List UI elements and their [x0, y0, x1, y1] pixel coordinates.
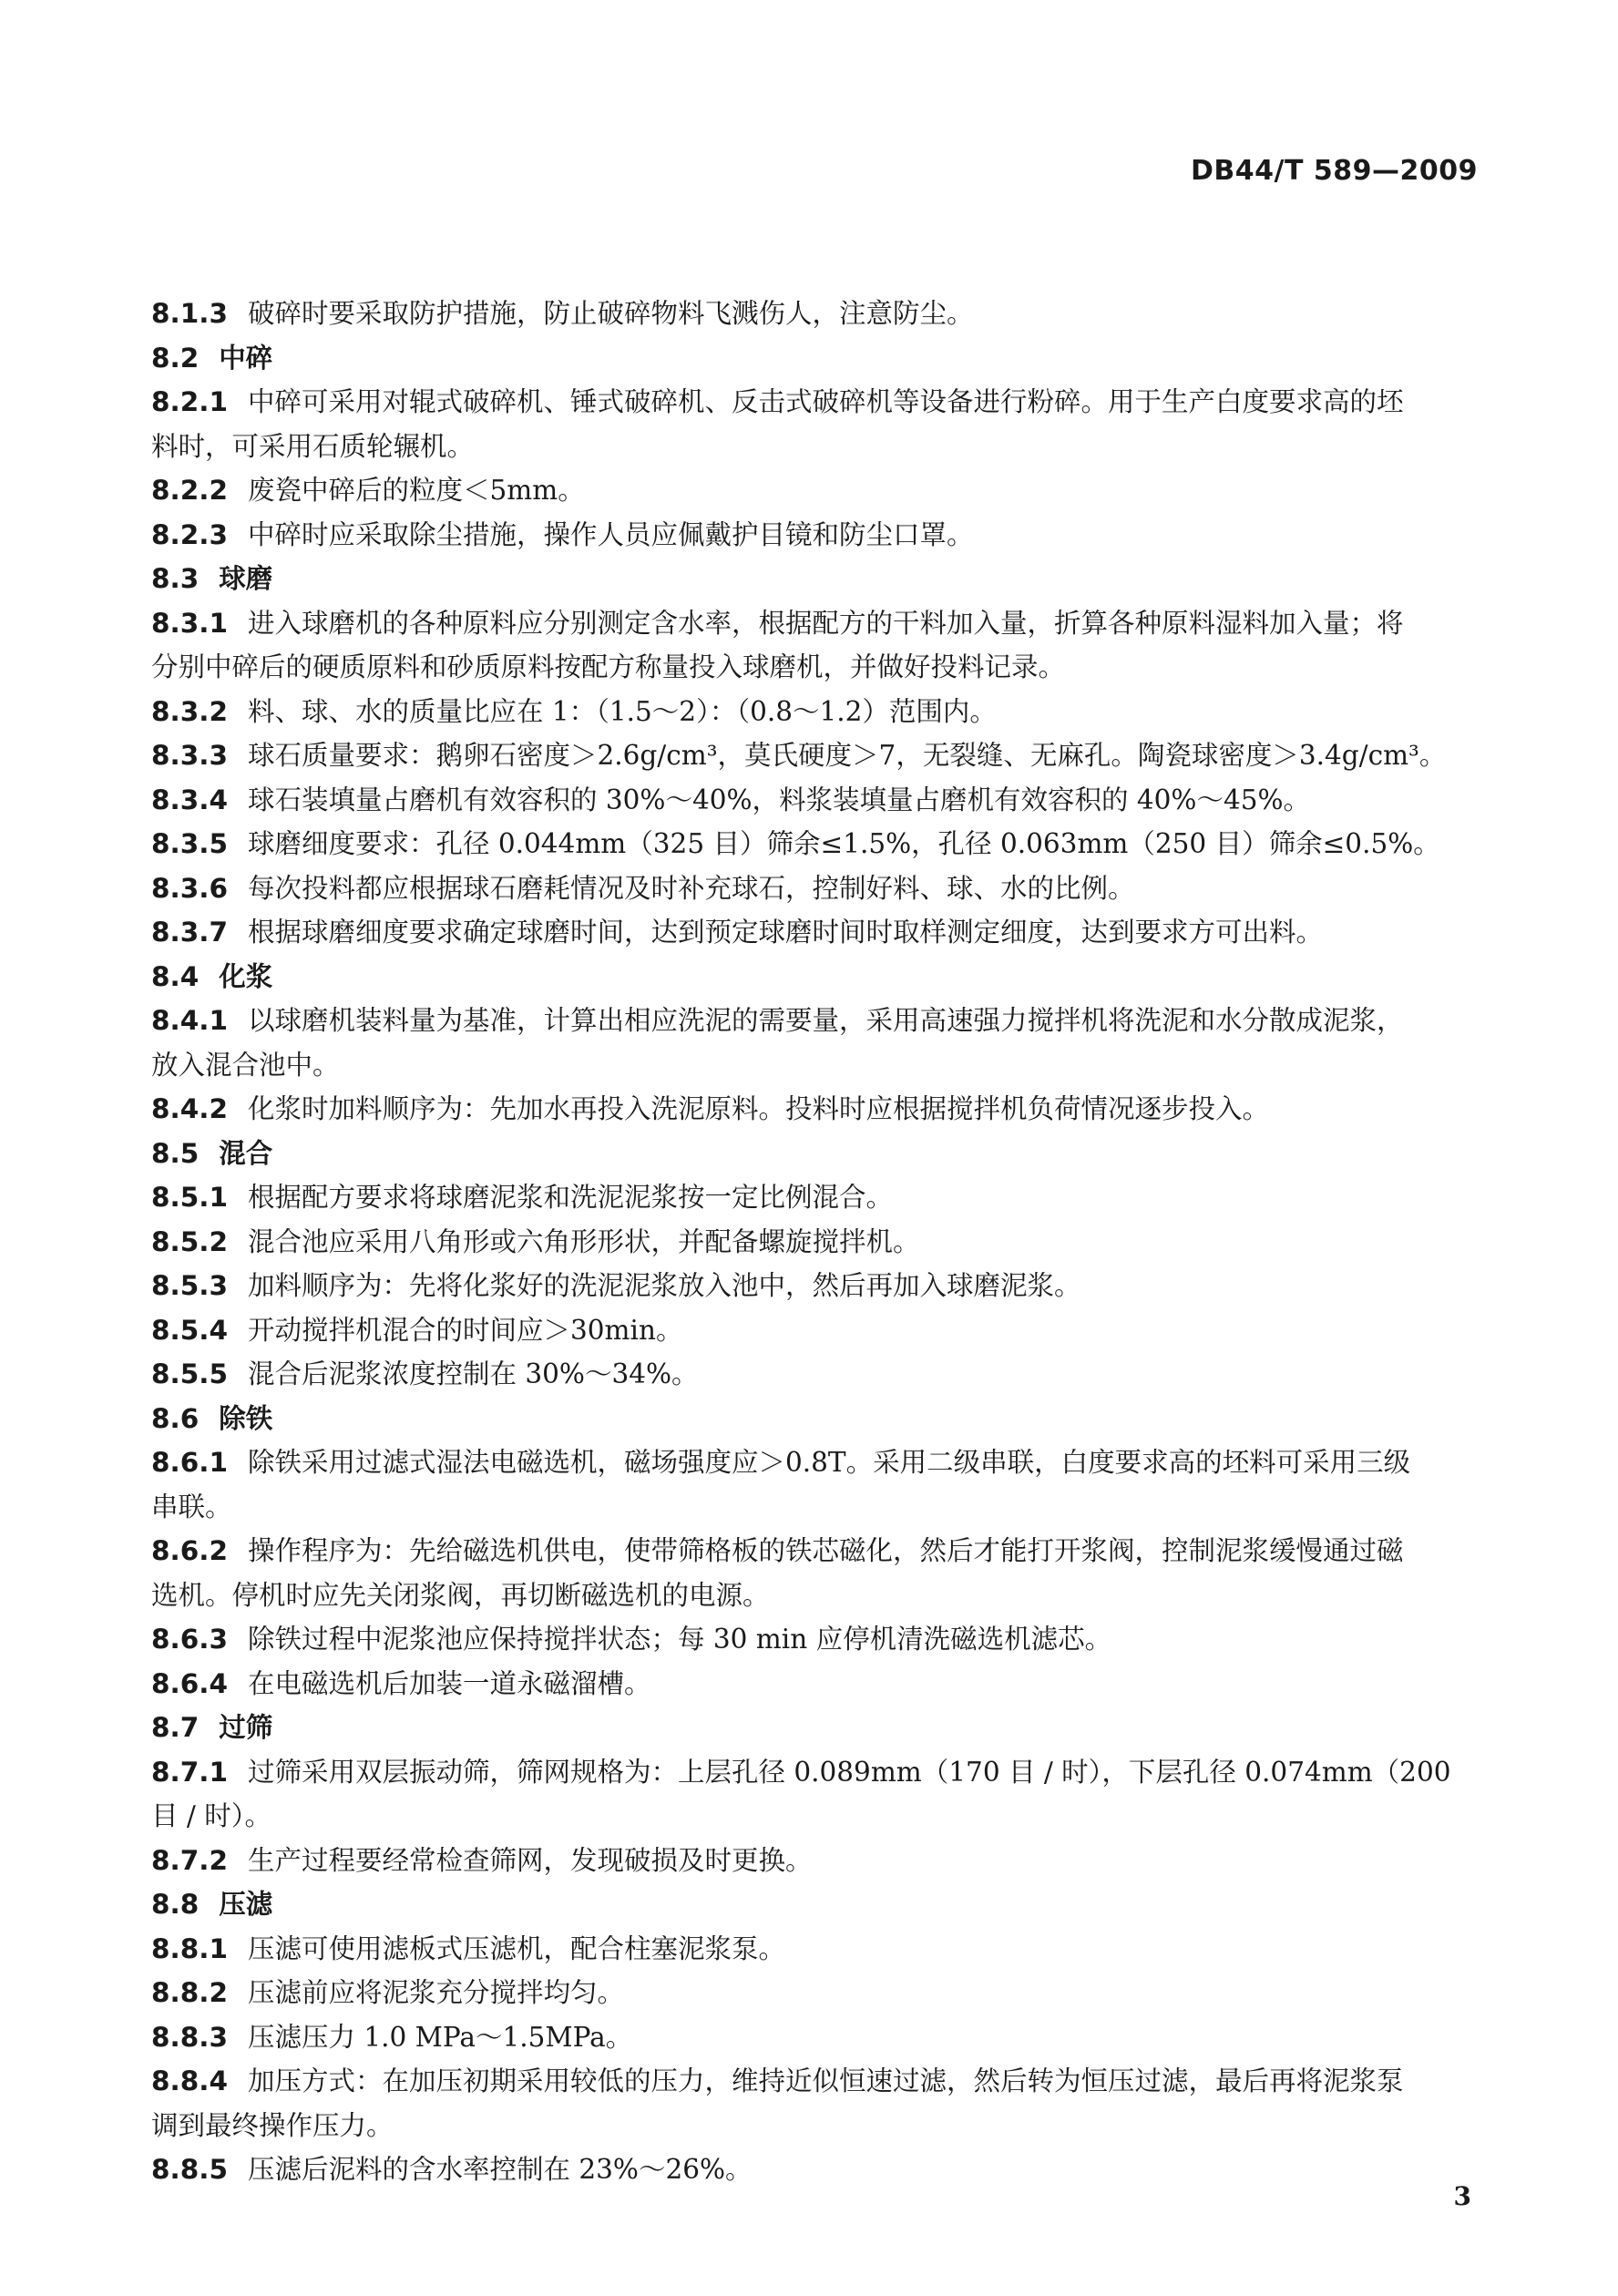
clause-number: 8.8.2	[151, 1977, 228, 2008]
clause-number: 8.7	[151, 1712, 200, 1743]
clause-number: 8.4	[151, 960, 200, 992]
clause-continuation	[151, 1485, 1470, 1530]
heading-text: 混合	[219, 1136, 273, 1169]
clause-number: 8.8.3	[151, 2021, 228, 2053]
clause-line	[151, 2015, 1470, 2060]
section-heading	[151, 955, 1470, 999]
clause-text: 在电磁选机后加装一道永磁溜槽。	[248, 1667, 651, 1699]
heading-text: 除铁	[219, 1401, 273, 1434]
clause-text: 根据配方要求将球磨泥浆和洗泥泥浆按一定比例混合。	[248, 1182, 894, 1213]
clause-line	[151, 1927, 1470, 1972]
clause-text: 以球磨机装料量为基准，计算出相应洗泥的需要量，采用高速强力搅拌机将洗泥和水分散成泥浆，	[248, 1005, 1404, 1036]
clause-line	[151, 1352, 1470, 1397]
clause-text: 球石装填量占磨机有效容积的 30%～40%，料浆装填量占磨机有效容积的 40%～45%。	[248, 784, 1311, 815]
clause-text: 化浆时加料顺序为：先加水再投入洗泥原料。投料时应根据搅拌机负荷情况逐步投入。	[248, 1093, 1270, 1124]
clause-number: 8.5.4	[151, 1314, 228, 1346]
clause-line	[151, 1220, 1470, 1265]
clause-text: 选机。停机时应先关闭浆阀，再切断磁选机的电源。	[151, 1579, 770, 1611]
clause-line	[151, 1750, 1470, 1795]
clause-number: 8.8	[151, 1889, 200, 1920]
clause-number: 8.1.3	[151, 298, 228, 329]
clause-number: 8.3.6	[151, 872, 228, 904]
clause-continuation	[151, 1573, 1470, 1618]
section-heading	[151, 1882, 1470, 1927]
section-heading	[151, 336, 1470, 381]
clause-text: 球磨细度要求：孔径 0.044mm（325 目）筛余≤1.5%，孔径 0.063mm（250 目）筛余≤0.5%。	[248, 828, 1440, 859]
clause-number: 8.3.7	[151, 917, 228, 948]
clause-number: 8.3.1	[151, 607, 228, 639]
clause-number: 8.2.2	[151, 475, 228, 506]
clause-text: 废瓷中碎后的粒度＜5mm。	[248, 475, 585, 506]
clause-number: 8.3.5	[151, 828, 228, 859]
clause-line	[151, 1529, 1470, 1573]
clause-line	[151, 292, 1470, 336]
clause-text: 加压方式：在加压初期采用较低的压力，维持近似恒速过滤，然后转为恒压过滤，最后再将泥浆泵	[248, 2065, 1404, 2096]
clause-number: 8.5.2	[151, 1225, 228, 1257]
page-number: 3	[1453, 2181, 1471, 2211]
clause-line	[151, 1264, 1470, 1308]
heading-text: 过筛	[219, 1711, 273, 1743]
clause-text: 加料顺序为：先将化浆好的洗泥泥浆放入池中，然后再加入球磨泥浆。	[248, 1270, 1081, 1301]
clause-number: 8.3	[151, 563, 200, 594]
clause-line	[151, 1308, 1470, 1353]
clause-number: 8.5	[151, 1137, 200, 1169]
clause-line	[151, 866, 1470, 911]
clause-text: 破碎时要采取防护措施，防止破碎物料飞溅伤人，注意防尘。	[248, 298, 974, 329]
heading-text: 球磨	[219, 562, 273, 594]
clause-text: 每次投料都应根据球石磨耗情况及时补充球石，控制好料、球、水的比例。	[248, 872, 1135, 904]
section-heading	[151, 557, 1470, 601]
clause-number: 8.5.3	[151, 1270, 228, 1301]
heading-text: 压滤	[219, 1888, 273, 1920]
clause-text: 压滤前应将泥浆充分搅拌均匀。	[248, 1977, 625, 2008]
clause-text: 混合池应采用八角形或六角形形状，并配备螺旋搅拌机。	[248, 1225, 920, 1257]
clause-line	[151, 910, 1470, 955]
clause-text: 中碎可采用对辊式破碎机、锤式破碎机、反击式破碎机等设备进行粉碎。用于生产白度要求高的坯	[248, 386, 1404, 417]
clause-text: 目 / 时）。	[151, 1800, 271, 1831]
document-body	[151, 292, 1470, 2192]
clause-continuation	[151, 645, 1470, 690]
clause-text: 中碎时应采取除尘措施，操作人员应佩戴护目镜和防尘口罩。	[248, 518, 974, 550]
clause-number: 8.3.3	[151, 740, 228, 771]
clause-line	[151, 999, 1470, 1043]
clause-line	[151, 1971, 1470, 2015]
clause-line	[151, 513, 1470, 558]
standard-code-header: DB44/T 589—2009	[1191, 155, 1478, 187]
clause-text: 除铁过程中泥浆池应保持搅拌状态；每 30 min 应停机清洗磁选机滤芯。	[248, 1624, 1112, 1655]
clause-continuation	[151, 1794, 1470, 1839]
clause-text: 生产过程要经常检查筛网，发现破损及时更换。	[248, 1844, 813, 1876]
clause-line	[151, 380, 1470, 425]
clause-line	[151, 468, 1470, 513]
clause-text: 压滤可使用滤板式压滤机，配合柱塞泥浆泵。	[248, 1932, 786, 1964]
section-heading	[151, 1132, 1470, 1176]
section-heading	[151, 1706, 1470, 1750]
clause-number: 8.4.1	[151, 1005, 228, 1036]
clause-line	[151, 733, 1470, 778]
clause-number: 8.2.3	[151, 518, 228, 550]
clause-number: 8.3.4	[151, 784, 228, 815]
clause-number: 8.6.1	[151, 1447, 228, 1478]
clause-line	[151, 2147, 1470, 2192]
heading-text: 化浆	[219, 959, 273, 992]
clause-continuation	[151, 2104, 1470, 2148]
clause-line	[151, 1087, 1470, 1132]
clause-number: 8.6.2	[151, 1535, 228, 1566]
clause-line	[151, 778, 1470, 823]
clause-number: 8.5.1	[151, 1182, 228, 1213]
clause-text: 过筛采用双层振动筛，筛网规格为：上层孔径 0.089mm（170 目 / 时），下层孔径 0.074mm（200	[248, 1756, 1451, 1788]
clause-line	[151, 1839, 1470, 1883]
clause-line	[151, 1175, 1470, 1220]
clause-continuation	[151, 1043, 1470, 1088]
clause-number: 8.6.3	[151, 1624, 228, 1655]
clause-line	[151, 1617, 1470, 1662]
clause-line	[151, 601, 1470, 646]
clause-number: 8.3.2	[151, 695, 228, 727]
clause-number: 8.7.1	[151, 1756, 228, 1788]
clause-line	[151, 822, 1470, 866]
clause-text: 进入球磨机的各种原料应分别测定含水率，根据配方的干料加入量，折算各种原料湿料加入量；将	[248, 607, 1404, 639]
clause-text: 压滤压力 1.0 MPa～1.5MPa。	[248, 2021, 633, 2053]
clause-text: 根据球磨细度要求确定球磨时间，达到预定球磨时间时取样测定细度，达到要求方可出料。	[248, 917, 1324, 948]
clause-continuation	[151, 425, 1470, 469]
clause-text: 料时，可采用石质轮辗机。	[151, 430, 475, 462]
section-heading	[151, 1397, 1470, 1441]
clause-number: 8.4.2	[151, 1093, 228, 1124]
clause-number: 8.8.5	[151, 2154, 228, 2185]
clause-number: 8.6	[151, 1402, 200, 1434]
clause-text: 混合后泥浆浓度控制在 30%～34%。	[248, 1358, 699, 1389]
clause-text: 开动搅拌机混合的时间应＞30min。	[248, 1314, 683, 1346]
clause-text: 压滤后泥料的含水率控制在 23%～26%。	[248, 2154, 753, 2185]
clause-line	[151, 1440, 1470, 1485]
clause-number: 8.2	[151, 342, 200, 374]
clause-number: 8.5.5	[151, 1358, 228, 1389]
clause-text: 操作程序为：先给磁选机供电，使带筛格板的铁芯磁化，然后才能打开浆阀，控制泥浆缓慢通过磁	[248, 1535, 1404, 1566]
clause-line	[151, 2059, 1470, 2104]
clause-number: 8.7.2	[151, 1844, 228, 1876]
clause-number: 8.8.4	[151, 2065, 228, 2096]
clause-text: 调到最终操作压力。	[151, 2109, 394, 2141]
heading-text: 中碎	[219, 341, 273, 374]
clause-text: 除铁采用过滤式湿法电磁选机，磁场强度应＞0.8T。采用二级串联，白度要求高的坯料可采用三级	[248, 1447, 1411, 1478]
clause-text: 串联。	[151, 1491, 232, 1522]
clause-line	[151, 1662, 1470, 1707]
clause-number: 8.6.4	[151, 1667, 228, 1699]
clause-text: 球石质量要求：鹅卵石密度＞2.6g/cm³，莫氏硬度＞7，无裂缝、无麻孔。陶瓷球密度＞3.4g/cm³。	[248, 740, 1447, 771]
clause-text: 放入混合池中。	[151, 1049, 340, 1081]
clause-number: 8.8.1	[151, 1932, 228, 1964]
clause-text: 分别中碎后的硬质原料和砂质原料按配方称量投入球磨机，并做好投料记录。	[151, 651, 1066, 682]
clause-number: 8.2.1	[151, 386, 228, 417]
clause-text: 料、球、水的质量比应在 1：（1.5～2）：（0.8～1.2）范围内。	[248, 695, 997, 727]
clause-line	[151, 690, 1470, 734]
